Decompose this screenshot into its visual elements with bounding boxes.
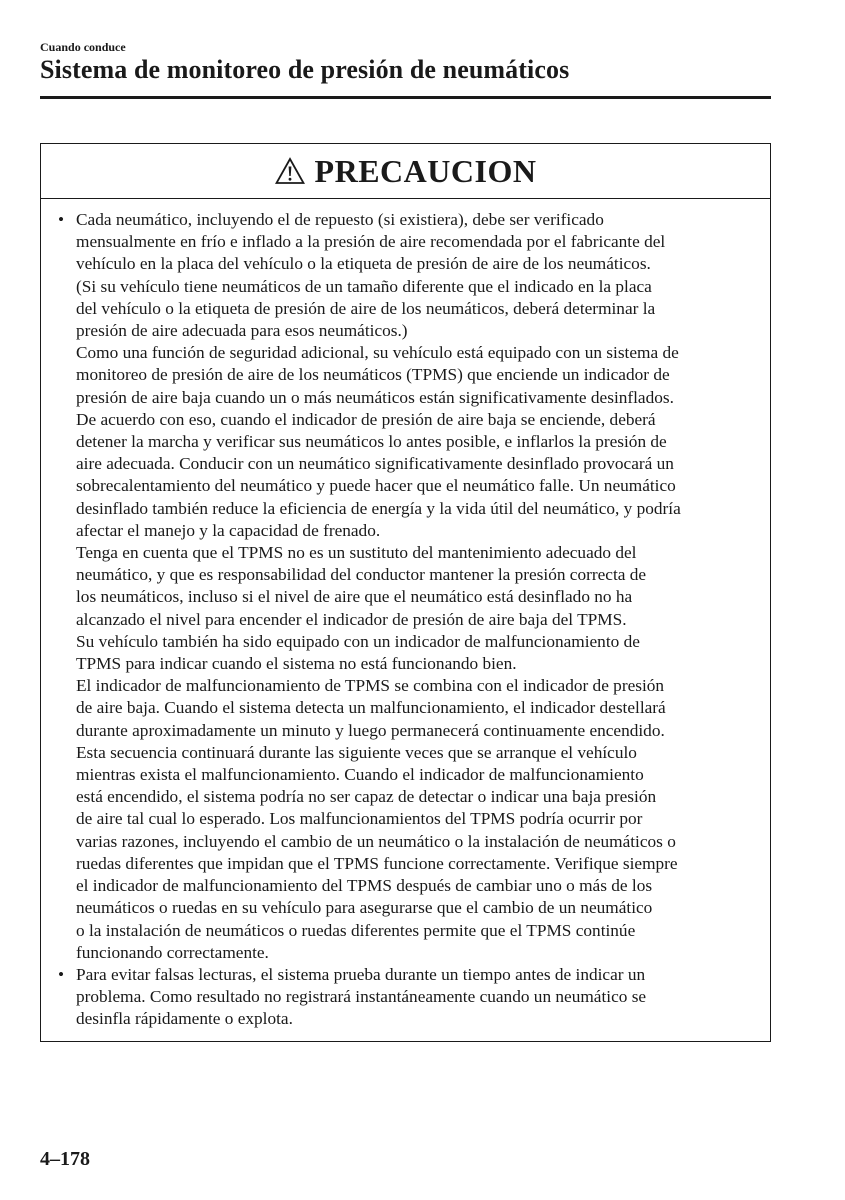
text-line: los neumáticos, incluso si el nivel de aire que el neumático está desinflado no ha: [76, 587, 633, 607]
caution-bullet-item: [58, 964, 762, 1031]
text-line: Esta secuencia continuará durante las siguiente veces que se arranque el vehículo: [76, 742, 637, 762]
text-line: funcionando correctamente.: [76, 942, 269, 962]
text-line: mientras exista el malfuncionamiento. Cuando el indicador de malfuncionamiento: [76, 765, 644, 785]
text-line: desinflado también reduce la eficiencia de energía y la vida útil del neumático, y podría: [76, 498, 681, 518]
text-line: mensualmente en frío e inflado a la presión de aire recomendada por el fabricante del: [76, 232, 666, 252]
caution-bullet-item: [58, 209, 762, 964]
caution-title: PRECAUCION: [314, 152, 537, 189]
caution-box: [40, 143, 771, 1042]
section-label: Cuando conduce: [40, 40, 126, 54]
text-line: presión de aire baja cuando un o más neumáticos están significativamente desinflados.: [76, 387, 674, 407]
text-line: Tenga en cuenta que el TPMS no es un sustituto del mantenimiento adecuado del: [76, 543, 637, 563]
text-line: neumáticos o ruedas en su vehículo para asegurarse que el cambio de un neumático: [76, 898, 653, 918]
text-line: Como una función de seguridad adicional, su vehículo está equipado con un sistema de: [76, 343, 679, 363]
page-title: Sistema de monitoreo de presión de neumáticos: [40, 55, 570, 84]
text-line: o la instalación de neumáticos o ruedas diferentes permite que el TPMS continúe: [76, 920, 636, 940]
title-rule: [40, 96, 771, 99]
bullet-mark: •: [58, 210, 65, 229]
text-line: de aire baja. Cuando el sistema detecta un malfuncionamiento, el indicador destellará: [76, 698, 666, 718]
text-line: Cada neumático, incluyendo el de repuesto (si existiera), debe ser verificado: [76, 210, 604, 229]
text-line: problema. Como resultado no registrará instantáneamente cuando un neumático se: [76, 987, 647, 1007]
text-line: ruedas diferentes que impidan que el TPMS funcione correctamente. Verifique siempre: [76, 853, 678, 873]
page-number: 4–178: [40, 1148, 90, 1170]
text-line: vehículo en la placa del vehículo o la etiqueta de presión de aire de los neumáticos.: [76, 254, 651, 274]
text-line: durante aproximadamente un minuto y luego permanecerá continuamente encendido.: [76, 720, 665, 740]
text-line: neumático, y que es responsabilidad del conductor mantener la presión correcta de: [76, 565, 647, 585]
text-line: está encendido, el sistema podría no ser capaz de detectar o indicar una baja presión: [76, 787, 657, 807]
text-line: monitoreo de presión de aire de los neumáticos (TPMS) que enciende un indicador de: [76, 365, 670, 385]
warning-triangle-icon: [275, 157, 305, 185]
text-line: detener la marcha y verificar sus neumáticos lo antes posible, e inflarlos la presión de: [76, 432, 667, 452]
caution-header: [41, 144, 770, 199]
text-line: afectar el manejo y la capacidad de frenado.: [76, 520, 381, 540]
text-line: el indicador de malfuncionamiento del TPMS después de cambiar uno o más de los: [76, 876, 653, 896]
text-line: presión de aire adecuada para esos neumáticos.): [76, 321, 408, 341]
bullet-mark: •: [58, 964, 65, 984]
text-line: sobrecalentamiento del neumático y puede hacer que el neumático falle. Un neumático: [76, 476, 676, 496]
text-line: varias razones, incluyendo el cambio de un neumático o la instalación de neumáticos o: [76, 831, 676, 851]
bullet-text: [76, 209, 762, 964]
text-line: Su vehículo también ha sido equipado con un indicador de malfuncionamiento de: [76, 631, 640, 651]
text-line: del vehículo o la etiqueta de presión de aire de los neumáticos, deberá determinar la: [76, 298, 656, 318]
text-line: (Si su vehículo tiene neumáticos de un tamaño diferente que el indicado en la placa: [76, 276, 652, 296]
text-line: El indicador de malfuncionamiento de TPMS se combina con el indicador de presión: [76, 676, 665, 696]
text-line: desinfla rápidamente o explota.: [76, 1009, 293, 1029]
text-line: Para evitar falsas lecturas, el sistema prueba durante un tiempo antes de indicar un: [76, 964, 646, 984]
text-line: De acuerdo con eso, cuando el indicador de presión de aire baja se enciende, deberá: [76, 409, 656, 429]
text-line: aire adecuada. Conducir con un neumático significativamente desinflado provocará un: [76, 454, 674, 474]
text-line: de aire tal cual lo esperado. Los malfuncionamientos del TPMS podría ocurrir por: [76, 809, 643, 829]
bullet-text: [76, 964, 762, 1031]
caution-body: [41, 199, 770, 1031]
text-line: TPMS para indicar cuando el sistema no está funcionando bien.: [76, 654, 517, 674]
text-line: alcanzado el nivel para encender el indicador de presión de aire baja del TPMS.: [76, 609, 627, 629]
